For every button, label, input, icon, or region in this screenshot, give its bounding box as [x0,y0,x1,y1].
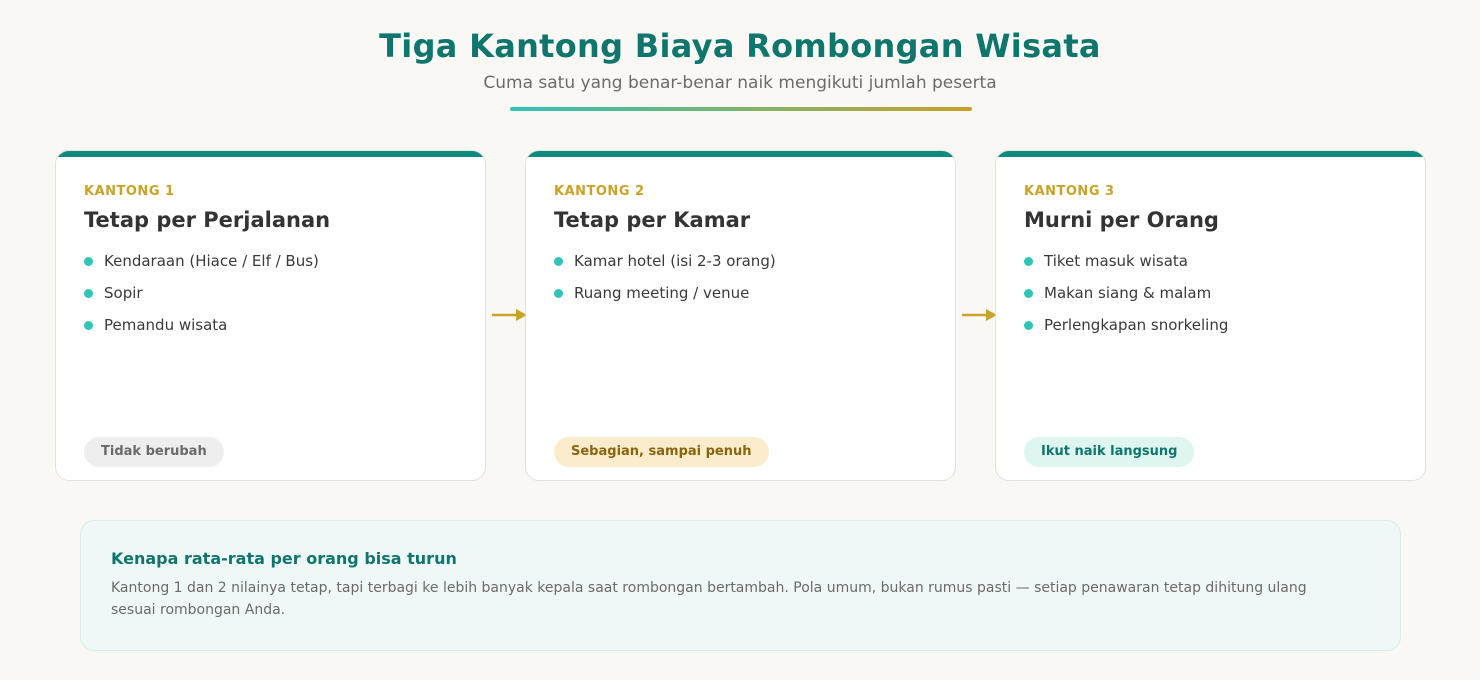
arrow-right-icon [492,307,528,323]
card-item-list [1024,249,1228,345]
bullet-dot-icon [1024,321,1033,330]
card-kicker: KANTONG 3 [1024,184,1115,199]
list-item [84,313,319,345]
list-item-label: Tiket masuk wisata [1044,252,1188,270]
page-title: Tiga Kantong Biaya Rombongan Wisata [379,27,1101,65]
bullet-dot-icon [554,289,563,298]
title-underline [510,107,972,111]
list-item-label: Ruang meeting / venue [574,284,750,302]
card-item-list [84,249,319,345]
status-badge: Sebagian, sampai penuh [554,437,769,467]
status-badge: Tidak berubah [84,437,224,467]
list-item [554,249,776,281]
card-title: Murni per Orang [1024,208,1219,232]
list-item-label: Pemandu wisata [104,316,228,334]
page-subtitle: Cuma satu yang benar-benar naik mengikuti jumlah peserta [483,73,997,93]
bullet-dot-icon [84,321,93,330]
card-kicker: KANTONG 1 [84,184,175,199]
bullet-dot-icon [1024,289,1033,298]
explanation-note [80,520,1401,651]
bullet-dot-icon [84,257,93,266]
card-title: Tetap per Kamar [554,208,751,232]
list-item [84,249,319,281]
list-item-label: Perlengkapan snorkeling [1044,316,1229,334]
list-item [1024,281,1228,313]
list-item [554,281,776,313]
bullet-dot-icon [84,289,93,298]
card-title: Tetap per Perjalanan [84,208,331,232]
arrow-right-icon [962,307,998,323]
note-body: Kantong 1 dan 2 nilainya tetap, tapi terbagi ke lebih banyak kepala saat rombongan bertambah. Pola umum, bukan rumus pasti — setiap penawaran tetap dihitung ulang sesuai rombongan Anda. [111,580,1307,618]
list-item [1024,313,1228,345]
bullet-dot-icon [554,257,563,266]
list-item-label: Kendaraan (Hiace / Elf / Bus) [104,252,319,270]
note-title: Kenapa rata-rata per orang bisa turun [111,549,457,568]
bullet-dot-icon [1024,257,1033,266]
list-item [84,281,319,313]
list-item [1024,249,1228,281]
list-item-label: Sopir [104,284,143,302]
list-item-label: Kamar hotel (isi 2-3 orang) [574,252,776,270]
cost-card-room [525,150,956,481]
cost-card-person [995,150,1426,481]
card-kicker: KANTONG 2 [554,184,645,199]
list-item-label: Makan siang & malam [1044,284,1212,302]
status-badge: Ikut naik langsung [1024,437,1194,467]
cost-card-trip [55,150,486,481]
card-item-list [554,249,776,313]
